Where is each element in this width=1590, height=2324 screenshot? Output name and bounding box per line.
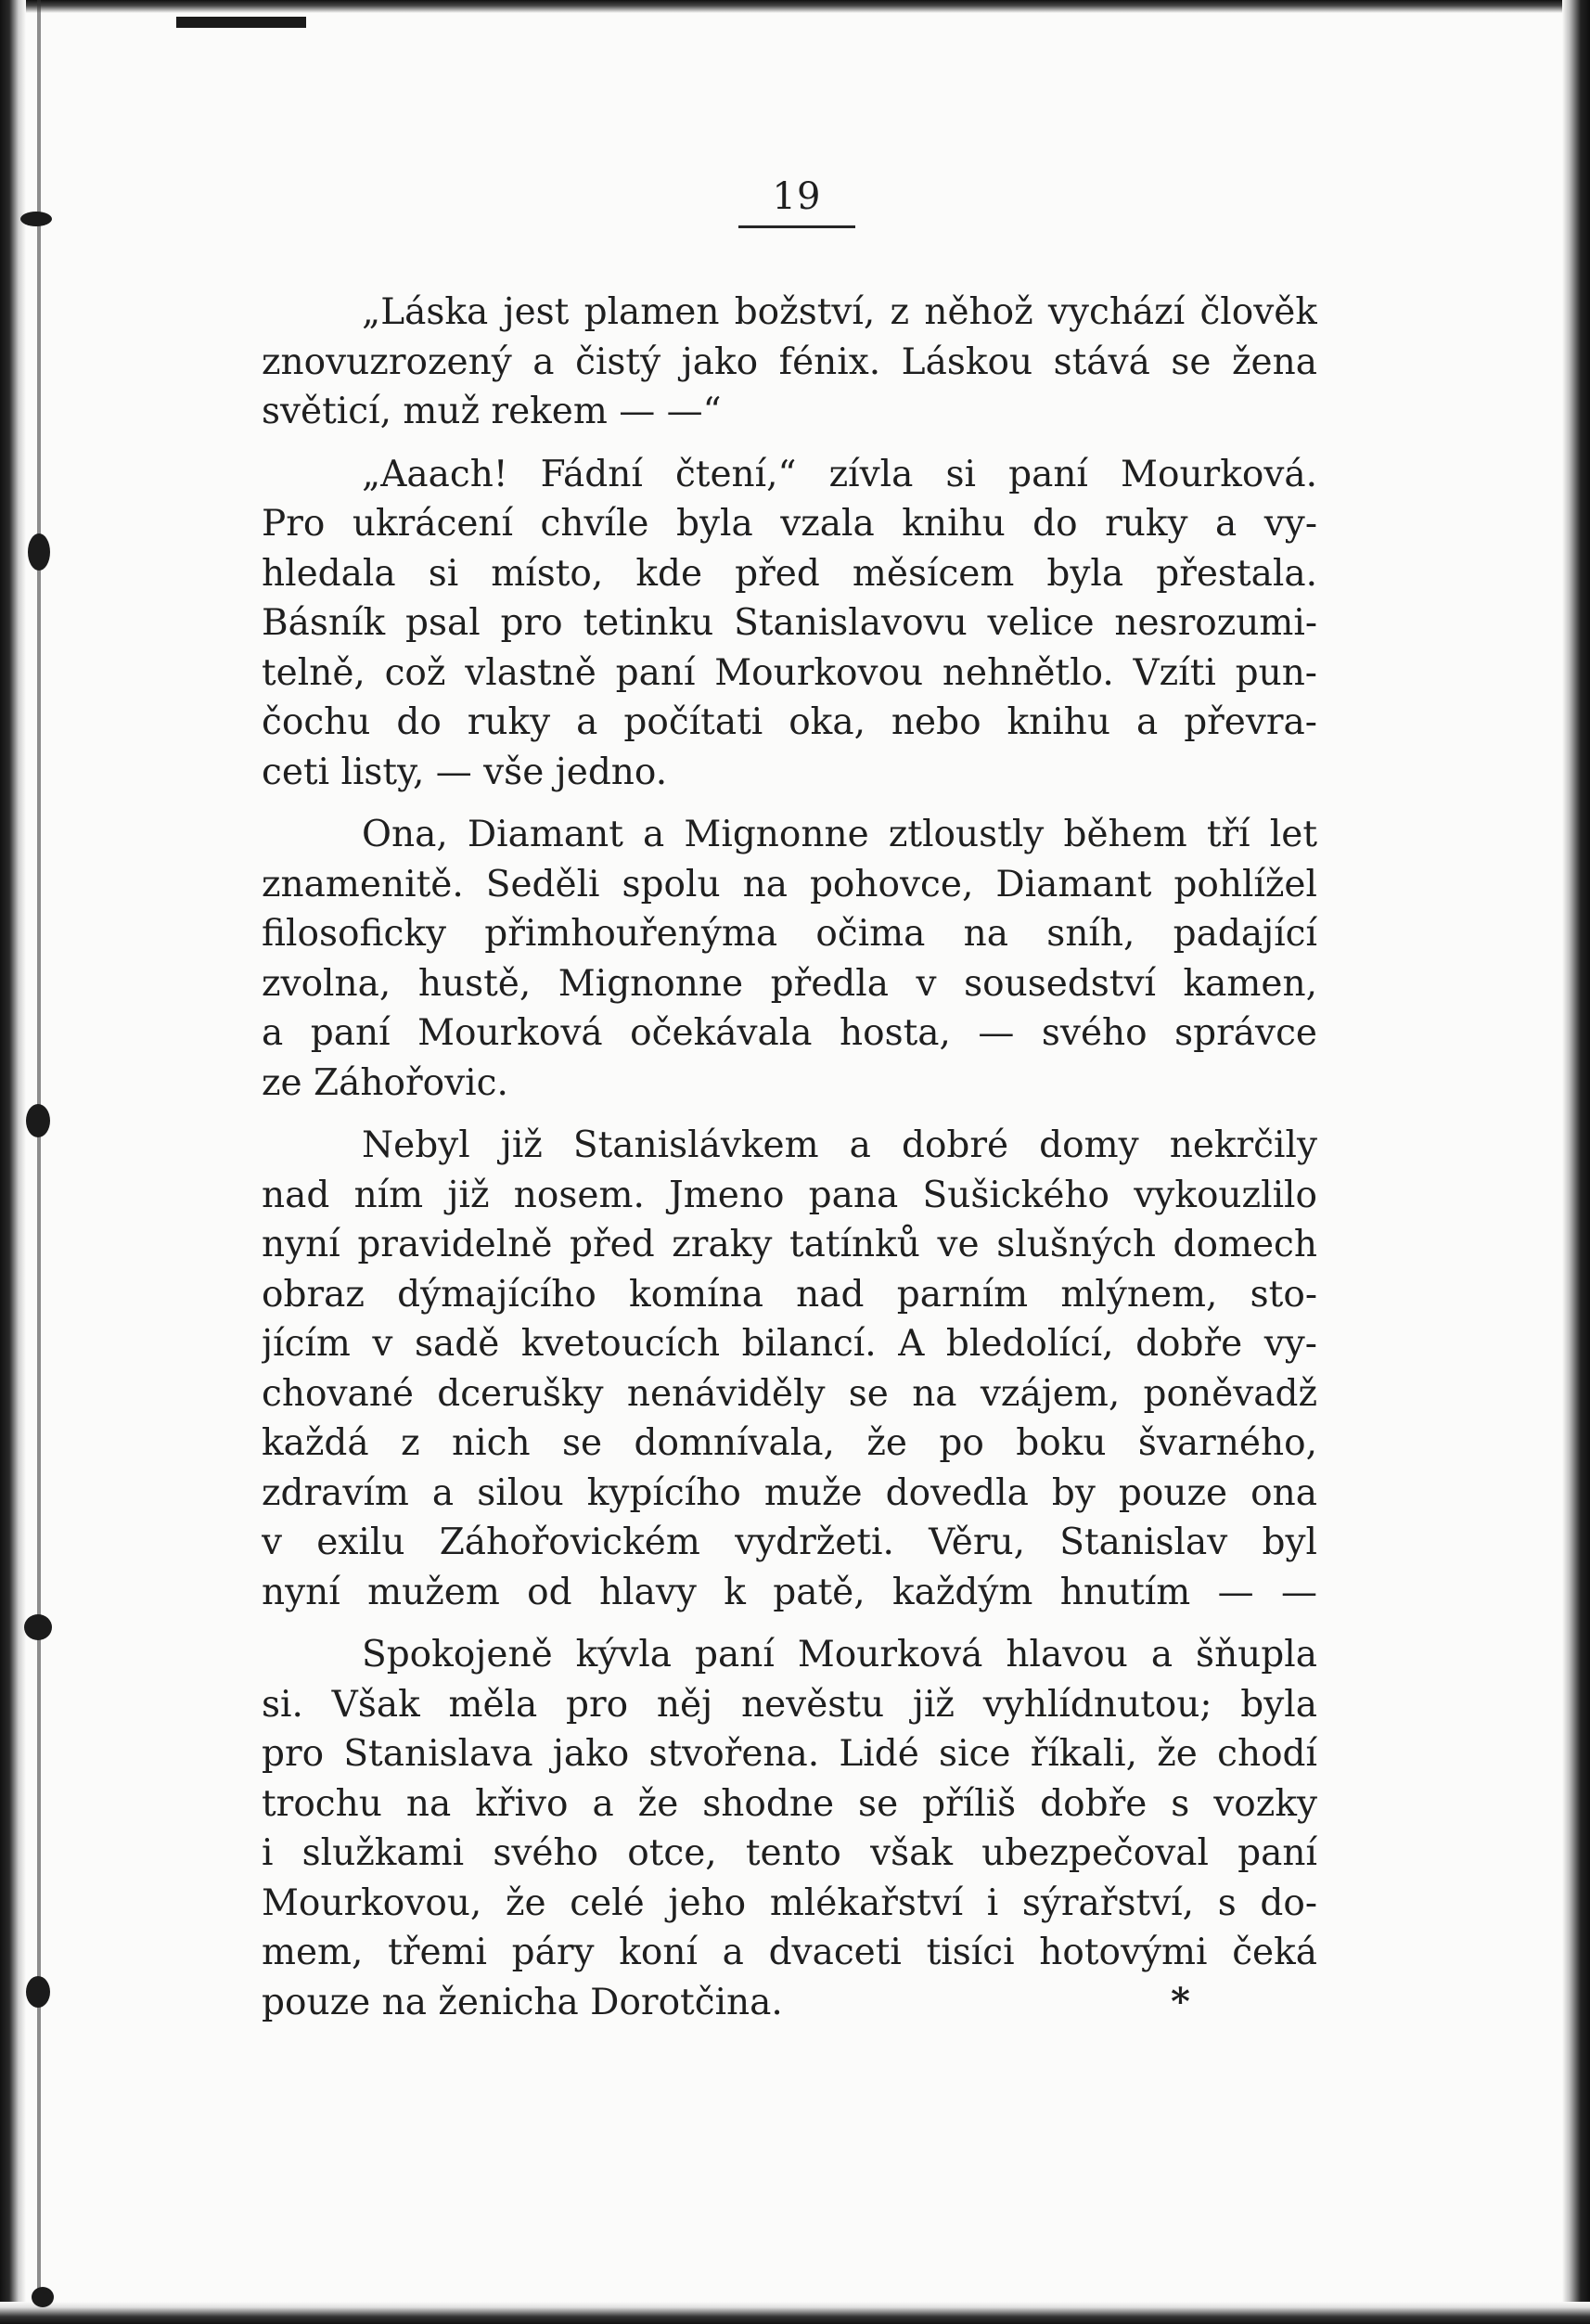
text-line: každá z nich se domnívala, že po boku švarného,: [262, 1422, 1317, 1464]
text-line: a paní Mourková očekávala hosta, — svého správce: [262, 1012, 1317, 1054]
scan-edge-right: [1562, 0, 1590, 2324]
text-line: znovuzrozený a čistý jako fénix. Láskou stává se žena: [262, 340, 1317, 383]
text-line: obraz dýmajícího komína nad parním mlýnem, sto-: [262, 1273, 1317, 1316]
binding-mark: [32, 2287, 54, 2307]
text-line: Mourkovou, že celé jeho mlékařství i sýrařství, s do-: [262, 1881, 1317, 1924]
section-separator-asterisk: *: [1171, 1980, 1190, 2023]
text-line: světicí, muž rekem — —“: [262, 391, 722, 432]
paragraph: [262, 1121, 1317, 1617]
text-line: zvolna, hustě, Mignonne předla v sousedství kamen,: [262, 962, 1317, 1005]
text-line: zdravím a silou kypícího muže dovedla by pouze ona: [262, 1471, 1317, 1514]
text-line: trochu na křivo a že shodne se příliš dobře s vozky: [262, 1782, 1317, 1825]
text-line: nad ním již nosem. Jmeno pana Sušického vykouzlilo: [262, 1174, 1317, 1216]
text-line: telně, což vlastně paní Mourkovou nehnětlo. Vzíti pun-: [262, 651, 1317, 694]
page-number: 19: [772, 175, 822, 218]
text-line: i služkami svého otce, tento však ubezpečoval paní: [262, 1832, 1317, 1874]
text-line: Ona, Diamant a Mignonne ztloustly během tří let: [362, 814, 1317, 855]
paragraph: [262, 288, 1317, 437]
text-line: mem, třemi páry koní a dvaceti tisíci hotovými čeká: [262, 1932, 1317, 1973]
paragraph: [262, 810, 1317, 1108]
scan-edge-bottom: [0, 2302, 1590, 2324]
binding-mark: [28, 533, 50, 571]
text-line: pouze na ženicha Dorotčina.: [262, 1981, 783, 2023]
text-line: ceti listy, — vše jedno.: [262, 751, 668, 793]
text-line: Nebyl již Stanislávkem a dobré domy nekrčily: [362, 1124, 1317, 1166]
scan-artifact-bar: [176, 17, 306, 28]
text-line: pro Stanislava jako stvořena. Lidé sice říkali, že chodí: [262, 1733, 1317, 1775]
text-line: hledala si místo, kde před měsícem byla přestala.: [262, 552, 1317, 595]
body-text: [262, 288, 1317, 2040]
text-line: jícím v sadě kvetoucích bilancí. A bledolící, dobře vy-: [262, 1323, 1317, 1365]
page-number-underline: [738, 225, 855, 228]
binding-mark: [26, 1976, 50, 2008]
text-line: nyní pravidelně před zraky tatínků ve slušných domech: [262, 1224, 1317, 1265]
text-line: ze Záhořovic.: [262, 1061, 508, 1104]
scan-edge-left: [0, 0, 26, 2324]
text-line: Pro ukrácení chvíle byla vzala knihu do ruky a vy-: [262, 503, 1317, 545]
binding-mark: [24, 1614, 52, 1640]
paragraph: [262, 450, 1317, 798]
paragraph: [262, 1630, 1317, 2027]
text-line: nyní mužem od hlavy k patě, každým hnutím — —: [262, 1571, 1317, 1613]
text-line: čochu do ruky a počítati oka, nebo knihu a převra-: [262, 701, 1317, 743]
text-line: „Aaach! Fádní čtení,“ zívla si paní Mourková.: [362, 453, 1317, 495]
text-line: Básník psal pro tetinku Stanislavovu velice nesrozumi-: [262, 602, 1317, 644]
text-line: si. Však měla pro něj nevěstu již vyhlídnutou; byla: [262, 1683, 1317, 1726]
text-line: Spokojeně kývla paní Mourková hlavou a šňupla: [362, 1634, 1317, 1676]
text-line: chované dcerušky nenáviděly se na vzájem, poněvadž: [262, 1372, 1317, 1415]
text-line: „Láska jest plamen božství, z něhož vychází člověk: [362, 291, 1317, 333]
binding-mark: [20, 212, 52, 226]
text-line: znamenitě. Seděli spolu na pohovce, Diamant pohlížel: [262, 863, 1317, 905]
scan-edge-top: [0, 0, 1590, 13]
binding-mark: [26, 1104, 50, 1137]
text-line: filosoficky přimhouřenýma očima na sníh, padající: [262, 913, 1317, 955]
text-line: v exilu Záhořovickém vydržeti. Věru, Stanislav byl: [262, 1522, 1317, 1563]
